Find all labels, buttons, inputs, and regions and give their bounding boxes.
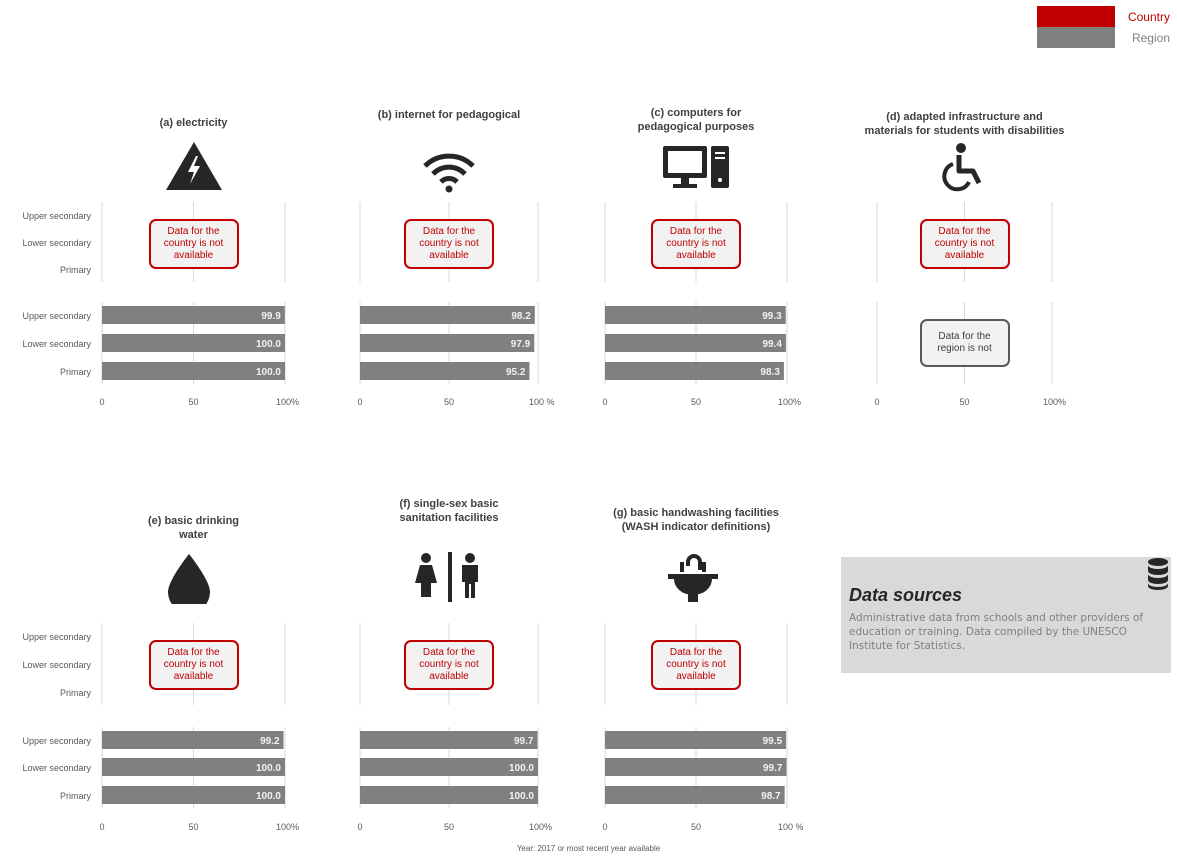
category-label: Upper secondary — [22, 311, 91, 321]
x-tick-label: 100 % — [778, 822, 804, 832]
bar-value-label: 98.2 — [511, 311, 531, 322]
x-tick-label: 100% — [529, 822, 553, 832]
country-no-data-note: Data for the country is not available — [651, 640, 741, 690]
category-label: Lower secondary — [22, 238, 91, 248]
region-bar — [605, 786, 785, 804]
category-label: Upper secondary — [22, 211, 91, 221]
bar-value-label: 100.0 — [255, 367, 281, 378]
bar-value-label: 99.9 — [261, 311, 281, 322]
bar-value-label: 100.0 — [255, 763, 281, 774]
x-tick-label: 0 — [99, 822, 105, 832]
panel-title: (g) basic handwashing facilities (WASH indicator definitions) — [613, 507, 779, 533]
panel-title: (a) electricity — [159, 117, 228, 129]
database-icon — [1143, 556, 1173, 597]
bar-value-label: 100.0 — [508, 763, 534, 774]
bar-value-label: 97.9 — [510, 339, 531, 350]
region-no-data-note: Data for the region is not — [920, 319, 1010, 367]
category-label: Upper secondary — [22, 632, 91, 642]
x-tick-label: 50 — [188, 822, 199, 832]
bar-value-label: 99.3 — [762, 311, 782, 322]
x-tick-label: 50 — [690, 822, 702, 832]
category-label: Primary — [60, 688, 91, 698]
x-tick-label: 100% — [1043, 397, 1067, 407]
bar-value-label: 99.5 — [762, 736, 783, 747]
category-label: Lower secondary — [22, 339, 91, 349]
x-tick-label: 100% — [276, 822, 300, 832]
legend-region-label: Region — [1131, 30, 1170, 45]
category-label: Lower secondary — [22, 763, 91, 773]
panel-title: (d) adapted infrastructure and materials for students with disabilities — [864, 111, 1065, 137]
country-no-data-note: Data for the country is not available — [149, 219, 239, 269]
country-no-data-note: Data for the country is not available — [404, 219, 494, 269]
panel-title: (b) internet for pedagogical — [377, 109, 521, 121]
data-sources-title: Data sources — [849, 585, 963, 605]
bar-value-label: 95.2 — [505, 367, 526, 378]
panel-title: (c) computers for pedagogical purposes — [637, 107, 755, 133]
country-no-data-note: Data for the country is not available — [651, 219, 741, 269]
x-tick-label: 0 — [602, 822, 608, 832]
bar-value-label: 100.0 — [255, 339, 281, 350]
bar-value-label: 99.4 — [762, 339, 782, 350]
x-tick-label: 0 — [99, 397, 105, 407]
x-tick-label: 100% — [276, 397, 300, 407]
region-bar — [605, 731, 786, 749]
bar-value-label: 99.7 — [513, 736, 534, 747]
x-tick-label: 50 — [443, 822, 455, 832]
x-tick-label: 0 — [357, 397, 363, 407]
category-label: Lower secondary — [22, 660, 91, 670]
x-tick-label: 50 — [443, 397, 455, 407]
x-tick-label: 50 — [959, 397, 970, 407]
data-sources-body: Administrative data from schools and other providers of education or training. Data compiled by the UNESCO Institute for Statistics. — [849, 612, 1144, 652]
country-no-data-note: Data for the country is not available — [149, 640, 239, 690]
panel-title: (e) basic drinking water — [147, 515, 240, 541]
bar-value-label: 100.0 — [508, 791, 534, 802]
x-tick-label: 100% — [778, 397, 802, 407]
x-tick-label: 50 — [690, 397, 702, 407]
bar-value-label: 98.7 — [761, 791, 781, 802]
bar-value-label: 99.7 — [762, 763, 783, 774]
region-bar — [605, 758, 786, 776]
country-no-data-note: Data for the country is not available — [404, 640, 494, 690]
bar-value-label: 99.2 — [260, 736, 280, 747]
country-no-data-note: Data for the country is not available — [920, 219, 1010, 269]
panel-title: (f) single-sex basic sanitation facilities — [399, 498, 499, 524]
footer-note: Year: 2017 or most recent year available — [516, 844, 661, 853]
category-label: Upper secondary — [22, 736, 91, 746]
x-tick-label: 0 — [357, 822, 363, 832]
data-sources-box — [841, 557, 1171, 673]
x-tick-label: 50 — [188, 397, 199, 407]
x-tick-label: 0 — [602, 397, 608, 407]
legend-country-label: Country — [1127, 9, 1170, 24]
bar-value-label: 98.3 — [760, 367, 780, 378]
category-label: Primary — [60, 265, 91, 275]
x-tick-label: 100 % — [529, 397, 555, 407]
category-label: Primary — [60, 367, 91, 377]
category-label: Primary — [60, 791, 91, 801]
bar-value-label: 100.0 — [255, 791, 281, 802]
x-tick-label: 0 — [874, 397, 880, 407]
